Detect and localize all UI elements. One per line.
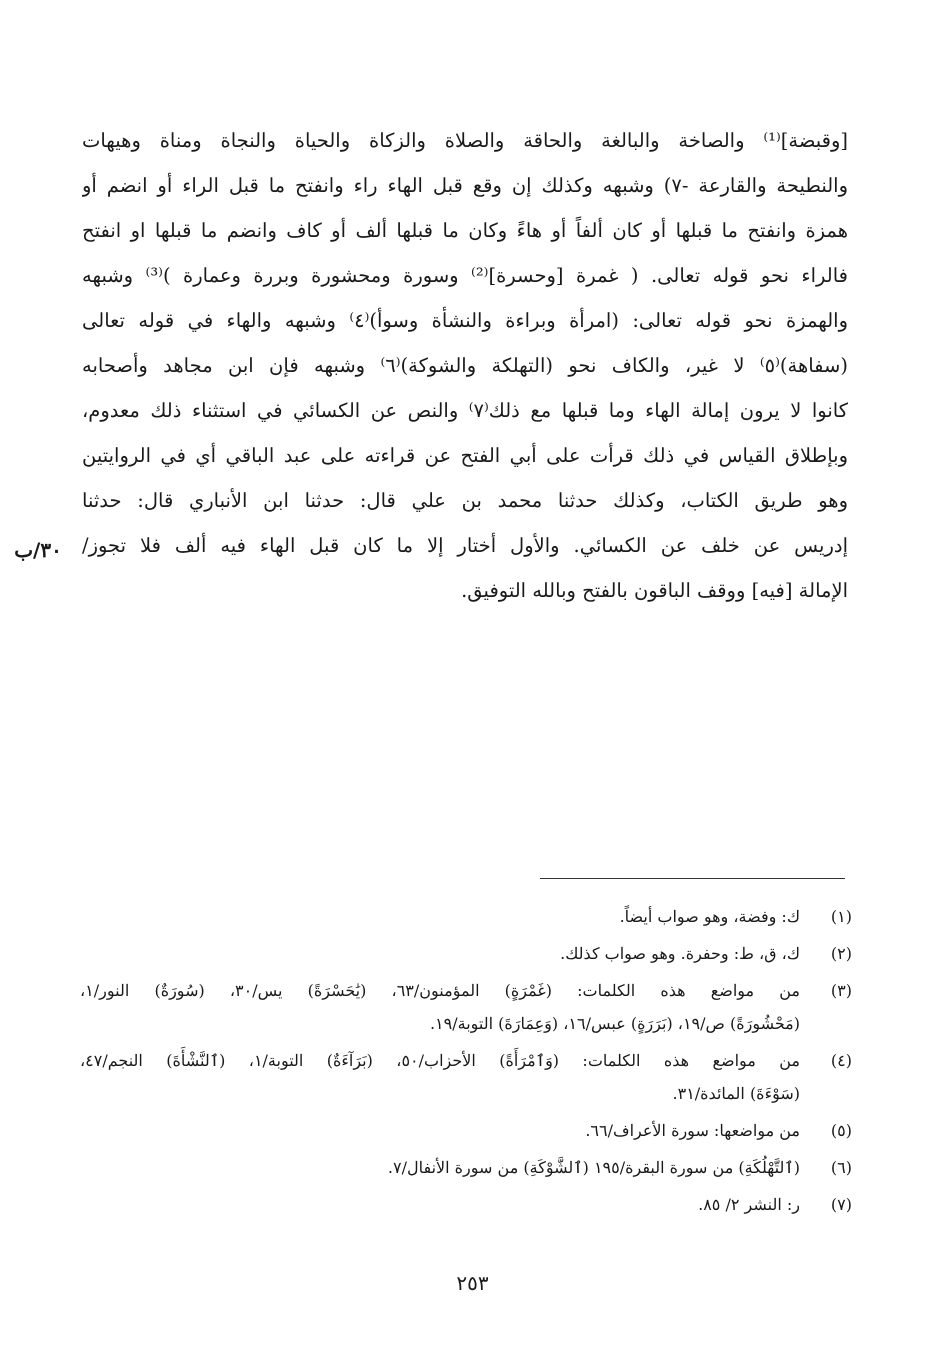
body-line-9: وهو طريق الكتاب، وكذلك حدثنا محمد بن علي قال: حدثنا ابن الأنباري قال: حدثنا — [82, 489, 848, 512]
footnote-text: من مواضع هذه الكلمات: (وَٱمْرَأَةً) الأحزاب/٥٠، (بَرَآءَةٌ) التوبة/١، (ٱلنَّشْأَةَ) النجم/٤٧، — [80, 1051, 800, 1070]
footnote-number: (٣) — [830, 981, 852, 1000]
body-line-8: وبإطلاق القياس في ذلك قرأت على أبي الفتح عن قراءته على عبد الباقي أي في الروايتين — [82, 444, 848, 467]
footnote-text: ر: النشر ٢/ ٨٥. — [698, 1195, 800, 1214]
footnote-number: (٥) — [830, 1121, 852, 1140]
body-line-1: [وقبضة]⁽¹⁾ والصاخة والبالغة والحاقة والصلاة والزكاة والحياة والنجاة ومناة وهيهات — [82, 129, 848, 152]
footnote-1 — [80, 900, 852, 933]
body-line-4: فالراء نحو قوله تعالى. ( غمرة [وحسرة]⁽²⁾ وسورة ومحشورة وبررة وعمارة )⁽³⁾ وشبهه — [82, 264, 848, 287]
footnote-text: (مَحْشُورَةً) ص/١٩، (بَرَرَةٍ) عبس/١٦، (وَعِمَارَةَ) التوبة/١٩. — [429, 1014, 800, 1033]
page-number: ٢٥٣ — [456, 1271, 489, 1295]
body-line-10: إدريس عن خلف عن الكسائي. والأول أختار إلا ما كان قبل الهاء فيه ألف فلا تجوز/ — [82, 534, 848, 557]
footnote-3 — [80, 974, 852, 1040]
footnote-separator — [540, 878, 845, 879]
footnote-text: من مواضع هذه الكلمات: (غَمْرَةٍ) المؤمنون/٦٣، (يَٰحَسْرَةً) يس/٣٠، (سُورَةٌ) النور/١، — [80, 981, 800, 1000]
footnote-text: (سَوْءَةَ) المائدة/٣١. — [672, 1084, 800, 1103]
footnote-text: (ٱلتَّهْلُكَةِ) من سورة البقرة/١٩٥ (ٱلشَّوْكَةِ) من سورة الأنفال/٧. — [387, 1158, 800, 1177]
footnote-5 — [80, 1114, 852, 1147]
body-line-6: (سفاهة)⁽٥⁾ لا غير، والكاف نحو (التهلكة والشوكة)⁽٦⁾ وشبهه فإن ابن مجاهد وأصحابه — [82, 354, 848, 377]
footnote-number: (٤) — [830, 1051, 852, 1070]
footnote-text: ك، ق، ط: وحفرة. وهو صواب كذلك. — [560, 944, 800, 963]
footnote-text: ك: وفضة، وهو صواب أيضاً. — [619, 907, 800, 926]
body-line-11: الإمالة [فيه] ووقف الباقون بالفتح وبالله التوفيق. — [461, 579, 848, 602]
footnote-4 — [80, 1044, 852, 1110]
footnote-number: (٦) — [830, 1158, 852, 1177]
footnote-number: (٧) — [830, 1195, 852, 1214]
body-line-2: والنطيحة والقارعة -٧) وشبهه وكذلك إن وقع قبل الهاء راء وانفتح ما قبل الراء أو انضم أو — [82, 174, 848, 197]
footnote-number: (٢) — [830, 944, 852, 963]
body-line-3: همزة وانفتح ما قبلها أو كان ألفاً أو هاءً وكان ما قبلها ألف أو كاف وانضم ما قبلها او انفتح — [82, 219, 848, 242]
footnote-text: من مواضعها: سورة الأعراف/٦٦. — [585, 1121, 800, 1140]
body-line-5: والهمزة نحو قوله تعالى: (امرأة وبراءة والنشأة وسوأ)⁽٤⁾ وشبهه والهاء في قوله تعالى — [82, 309, 848, 332]
footnote-number: (١) — [830, 907, 852, 926]
body-line-7: كانوا لا يرون إمالة الهاء وما قبلها مع ذلك⁽٧⁾ والنص عن الكسائي في استثناء ذلك معدوم، — [82, 399, 848, 422]
main-text-block — [82, 118, 848, 613]
margin-folio-note: ٣٠/ب — [14, 538, 62, 562]
footnote-2 — [80, 937, 852, 970]
footnote-6 — [80, 1151, 852, 1184]
footnote-7 — [80, 1188, 852, 1221]
footnotes — [80, 900, 852, 1221]
